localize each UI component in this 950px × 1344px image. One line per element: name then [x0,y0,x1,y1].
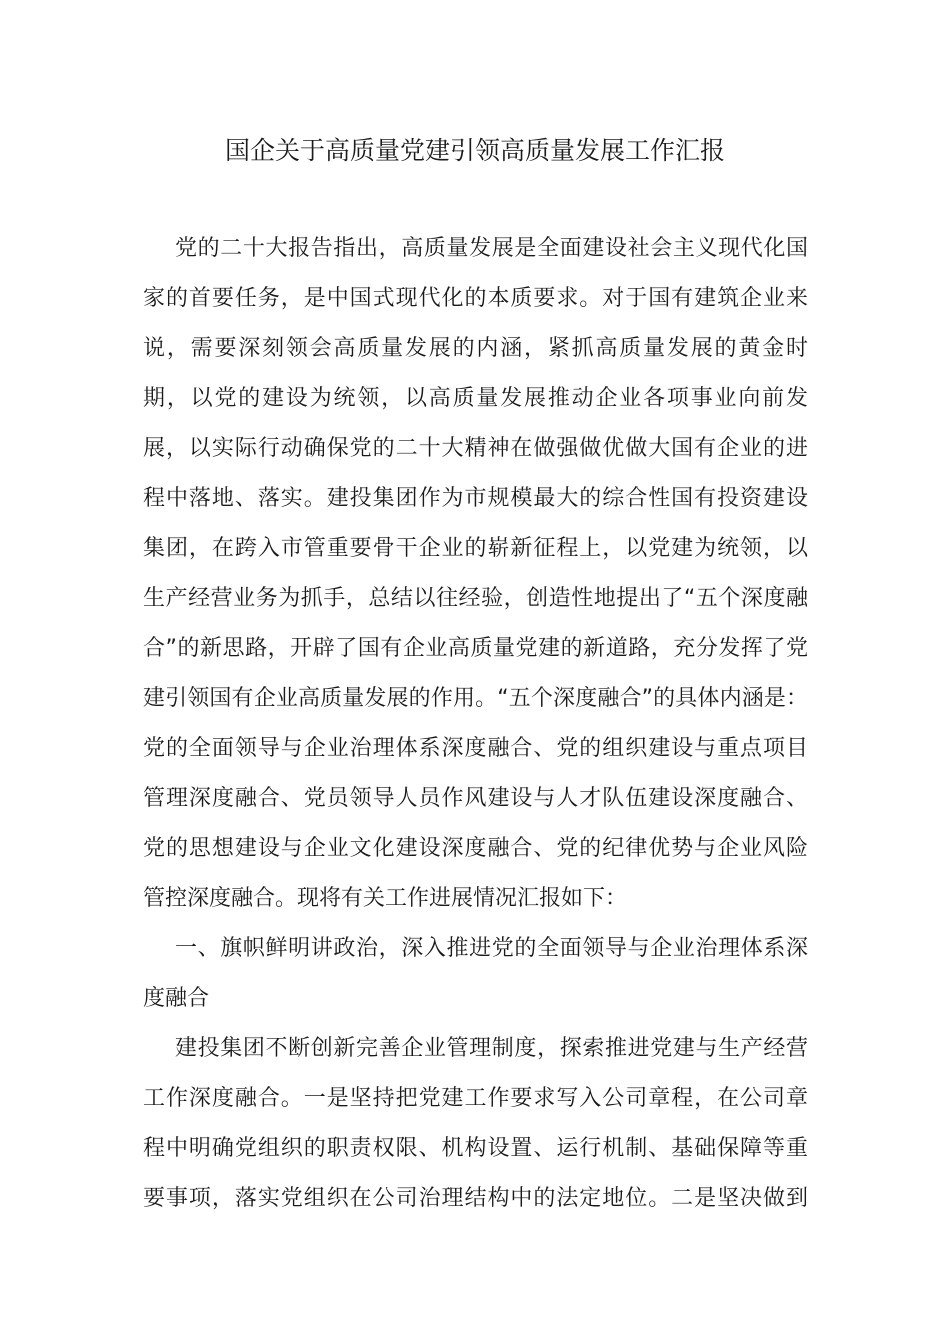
paragraph-line: 集团，在跨入市管重要骨干企业的崭新征程上，以党建为统领，以 [143,536,808,561]
paragraph-line: 党的二十大报告指出，高质量发展是全面建设社会主义现代化国 [175,236,808,261]
paragraph-line: 合”的新思路，开辟了国有企业高质量党建的新道路，充分发挥了党 [143,636,808,661]
paragraph-line: 建引领国有企业高质量发展的作用。“五个深度融合”的具体内涵是： [143,686,808,711]
paragraph-line: 管控深度融合。现将有关工作进展情况汇报如下： [143,886,628,911]
paragraph-line: 生产经营业务为抓手，总结以往经验，创造性地提出了“五个深度融 [143,586,808,611]
paragraph-line: 家的首要任务，是中国式现代化的本质要求。对于国有建筑企业来 [143,286,808,311]
paragraph-line: 程中落地、落实。建投集团作为市规模最大的综合性国有投资建设 [143,486,808,511]
paragraph-line: 说，需要深刻领会高质量发展的内涵，紧抓高质量发展的黄金时 [143,336,808,361]
paragraph-line: 党的全面领导与企业治理体系深度融合、党的组织建设与重点项目 [143,736,808,761]
paragraph-line: 管理深度融合、党员领导人员作风建设与人才队伍建设深度融合、 [143,786,808,811]
paragraph-line: 要事项，落实党组织在公司治理结构中的法定地位。二是坚决做到 [143,1186,808,1211]
paragraph-line: 工作深度融合。一是坚持把党建工作要求写入公司章程，在公司章 [143,1086,808,1111]
paragraph-line: 展，以实际行动确保党的二十大精神在做强做优做大国有企业的进 [143,436,808,461]
document-title: 国企关于高质量党建引领高质量发展工作汇报 [224,136,725,165]
paragraph-line: 建投集团不断创新完善企业管理制度，探索推进党建与生产经营 [175,1036,808,1061]
section-heading-line: 一、旗帜鲜明讲政治，深入推进党的全面领导与企业治理体系深 [175,936,808,961]
paragraph-line: 党的思想建设与企业文化建设深度融合、党的纪律优势与企业风险 [143,836,808,861]
section-heading-line: 度融合 [143,986,210,1011]
paragraph-line: 期，以党的建设为统领，以高质量发展推动企业各项事业向前发 [143,386,808,411]
paragraph-line: 程中明确党组织的职责权限、机构设置、运行机制、基础保障等重 [143,1136,808,1161]
